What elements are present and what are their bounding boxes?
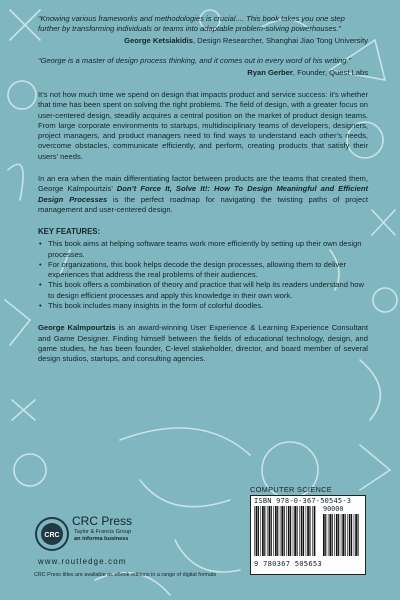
paragraph-2-tail: is the perfect roadmap for navigating the twisting paths of project management and user-centered design.: [38, 194, 368, 214]
quote-2-affiliation: , Founder, Quest Labs: [292, 68, 368, 77]
ebook-footnote: CRC Press titles are available as eBook editions in a range of digital formats: [34, 572, 217, 578]
author-bio: [38, 323, 368, 364]
key-features-heading: KEY FEATURES:: [38, 227, 101, 237]
isbn-top-text: ISBN 978-0-367-50545-3: [254, 497, 352, 505]
key-features-list: [38, 239, 368, 311]
crc-press-logo: [34, 516, 70, 552]
author-bio-text: is an award-winning User Experience & Learning Experience Consultant and Game Designer. Finding himself between the fields of educational technology, design, and game studies, he has been founder, C-level stakeholder, director, and board member of several design studios, startups, and consulting agencies.: [38, 323, 368, 364]
key-feature-text: This book offers a combination of theory and practice that will help its readers understand how to design efficient processes and apply this knowledge in their own work.: [48, 280, 365, 300]
quote-1-attribution: [38, 36, 368, 46]
subject-category: COMPUTER SCIENCE: [250, 485, 332, 494]
isbn-barcode: [250, 495, 366, 575]
key-feature-text: This book includes many insights in the form of colorful doodles.: [48, 301, 264, 311]
key-feature-item: [39, 259, 368, 281]
bullet-icon: •: [39, 239, 42, 249]
publisher-group: Taylor & Francis Group: [74, 529, 132, 535]
key-feature-item: [39, 239, 368, 260]
key-feature-item: [39, 280, 368, 301]
cover-text: [38, 14, 368, 365]
book-title: Don’t Force It, Solve It!: How To Design Meaningful and Efficient Design Processes: [38, 184, 368, 204]
description-paragraph-2: [38, 174, 368, 215]
isbn-bottom-text: 9 780367 505653: [254, 559, 322, 568]
barcode-addon-icon: [323, 514, 361, 556]
key-feature-text: For organizations, this book helps decode the design processes, allowing them to deliver experiences that address the real problems of their audiences.: [48, 259, 347, 280]
description-paragraph-1: It’s not how much time we spend on design that impacts product and service success: it’s whether that time has been spent on solving the right problems. The field of design, with a greater focus on user-centered design, steadily acquires a central position on the market of product design teams. From large corporate environments to startups, multidisciplinary teams of developers, designers, project managers, and product managers need to find ways to understand each other’s needs, overcome obstacles, communicate efficiently, and perform, creating products that satisfy their users’ needs.: [38, 90, 368, 161]
author-name: George Kalmpourtzis: [38, 323, 116, 333]
quote-2-text: “George is a master of design process thinking, and it comes out in every word of his writing.”: [38, 56, 352, 65]
publisher-name: CRC Press: [72, 514, 133, 528]
quote-2-author: Ryan Gerber: [247, 68, 293, 77]
quote-1-author: George Ketsiakidis: [124, 36, 193, 45]
barcode-main-icon: [254, 506, 316, 556]
key-feature-text: This book aims at helping software teams work more efficiently by setting up their own design processes.: [48, 239, 362, 259]
price-code: 90000: [323, 505, 344, 513]
key-feature-item: [39, 301, 368, 311]
publisher-website[interactable]: www.routledge.com: [38, 557, 127, 566]
quote-1-affiliation: , Design Researcher, Shanghai Jiao Tong University: [192, 36, 368, 45]
logo-text: CRC: [44, 532, 60, 539]
publisher-tagline: an informa business: [74, 536, 129, 542]
paragraph-2-lead: In an era when the main differentiating factor between products are the teams that created them, George Kalmpourtzis’: [38, 174, 368, 194]
bullet-icon: •: [39, 259, 42, 269]
bullet-icon: •: [39, 280, 42, 290]
quote-2-attribution: [38, 68, 368, 78]
quote-1-text: “Knowing various frameworks and methodologies is crucial.... This book takes you one step further by transforming individuals or teams into adaptable problem-solving powerhouses.”: [38, 14, 345, 33]
bullet-icon: •: [39, 301, 42, 311]
